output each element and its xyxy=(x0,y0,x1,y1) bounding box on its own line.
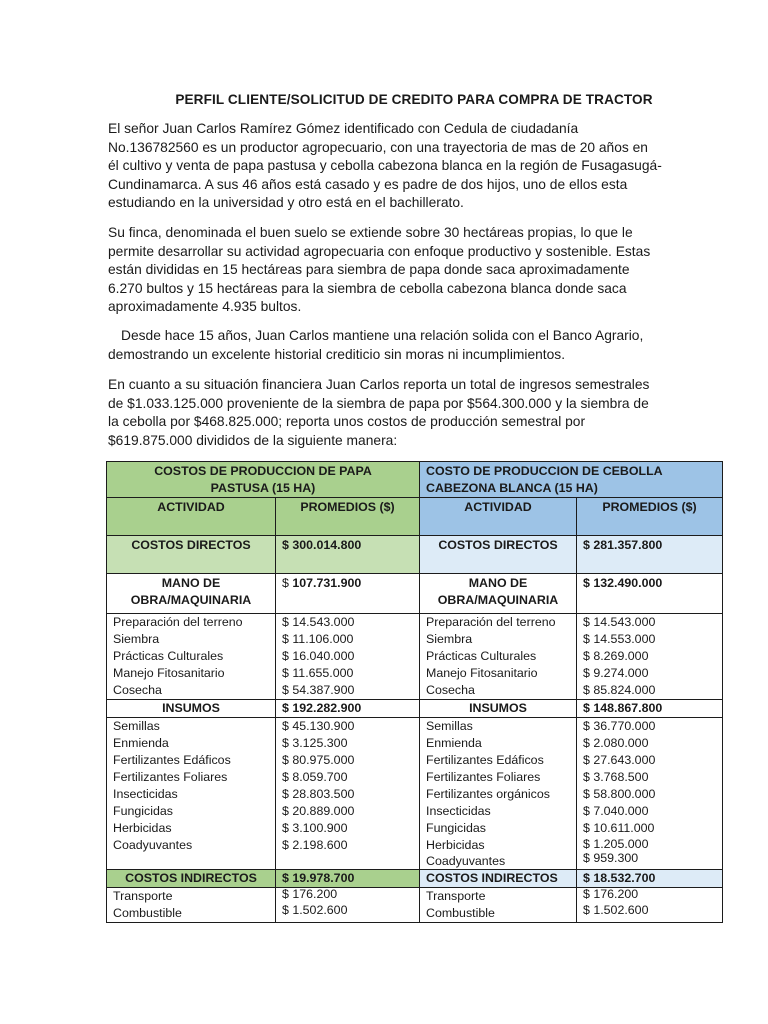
list-value: $ 20.889.000 xyxy=(282,804,355,818)
text-line: En cuanto a su situación financiera Juan Carlos reporta un total de ingresos semestrales xyxy=(108,377,650,392)
papa-inputs-value: $ 192.282.900 xyxy=(276,700,420,718)
list-value: $ 16.040.000 xyxy=(282,649,355,663)
list-item: Manejo Fitosanitario xyxy=(113,666,225,680)
table-row-indirect-costs xyxy=(107,870,723,888)
text-line: Su finca, denominada el buen suelo se extiende sobre 30 hectáreas propias, lo que le xyxy=(108,225,633,240)
cebolla-inputs-values xyxy=(577,718,723,870)
papa-labor-items xyxy=(107,614,276,700)
cebolla-inputs-label: INSUMOS xyxy=(420,700,577,718)
list-value: $ 80.975.000 xyxy=(282,753,355,767)
papa-indirect-value: $ 19.978.700 xyxy=(276,870,420,888)
list-value: $ 28.803.500 xyxy=(282,787,355,801)
cebolla-direct-value: $ 281.357.800 xyxy=(577,536,723,574)
text-line: No.136782560 es un productor agropecuario, con una trayectoria de mas de 20 años en xyxy=(108,139,648,155)
table-row-labor xyxy=(107,574,723,614)
list-item: Coadyuvantes xyxy=(113,838,193,852)
papa-direct-label: COSTOS DIRECTOS xyxy=(107,536,276,574)
list-value: $ 8.269.000 xyxy=(583,649,649,663)
list-item: Fertilizantes orgánicos xyxy=(426,787,550,801)
list-item: Fertilizantes Edáficos xyxy=(426,753,544,767)
text-line: 6.270 bultos y 15 hectáreas para la siembra de cebolla cabezona blanca donde saca xyxy=(108,280,627,296)
list-value: $ 85.824.000 xyxy=(583,683,656,697)
list-item: Insecticidas xyxy=(113,787,178,801)
list-item: Semillas xyxy=(113,719,160,733)
list-item: Cosecha xyxy=(113,683,162,697)
papa-col-activity: ACTIVIDAD xyxy=(107,498,276,536)
text-line: demostrando un excelente historial crediticio sin moras ni incumplimientos. xyxy=(108,346,566,362)
list-value: $ 3.125.300 xyxy=(282,736,348,750)
table-columns-row xyxy=(107,498,723,536)
list-item: Prácticas Culturales xyxy=(426,649,537,663)
list-value: $ 9.274.000 xyxy=(583,666,649,680)
list-item: Enmienda xyxy=(113,736,169,750)
list-value: $ 3.100.900 xyxy=(282,821,348,835)
list-item: Fungicidas xyxy=(113,804,173,818)
list-item: Cosecha xyxy=(426,683,475,697)
list-value: $ 176.200 xyxy=(583,887,639,901)
list-item: Preparación del terreno xyxy=(113,615,243,629)
paragraph-client-profile xyxy=(108,120,668,213)
papa-labor-values xyxy=(276,614,420,700)
list-item: Combustible xyxy=(426,906,495,920)
list-value: $ 14.543.000 xyxy=(282,615,355,629)
text-line: $619.875.000 divididos de la siguiente manera: xyxy=(108,432,398,448)
list-item: Enmienda xyxy=(426,736,482,750)
table-header-row xyxy=(107,462,723,498)
list-item: Prácticas Culturales xyxy=(113,649,224,663)
cebolla-indirect-label: COSTOS INDIRECTOS xyxy=(420,870,577,888)
papa-indirect-items xyxy=(107,888,276,923)
cebolla-header: COSTO DE PRODUCCION DE CEBOLLA CABEZONA BLANCA (15 HA) xyxy=(420,462,723,498)
papa-labor-value: $ 107.731.900 xyxy=(276,574,420,614)
papa-inputs-label: INSUMOS xyxy=(107,700,276,718)
list-value: $ 7.040.000 xyxy=(583,804,649,818)
table-row-direct-costs xyxy=(107,536,723,574)
text-line: están divididas en 15 hectáreas para siembra de papa donde saca aproximadamente xyxy=(108,262,630,278)
list-value: $ 11.655.000 xyxy=(282,666,354,680)
papa-col-average: PROMEDIOS ($) xyxy=(276,498,420,536)
paragraph-farm xyxy=(108,224,668,317)
papa-inputs-items xyxy=(107,718,276,870)
cebolla-inputs-items xyxy=(420,718,577,870)
list-value: $ 176.200 xyxy=(282,887,338,901)
list-value: $ 1.205.000 xyxy=(583,837,649,851)
list-item: Insecticidas xyxy=(426,804,491,818)
cebolla-col-activity: ACTIVIDAD xyxy=(420,498,577,536)
paragraph-financial-situation xyxy=(108,376,668,450)
cebolla-labor-label: MANO DE OBRA/MAQUINARIA xyxy=(420,574,577,614)
list-value: $ 8.059.700 xyxy=(282,770,348,784)
list-item: Fungicidas xyxy=(426,821,486,835)
cebolla-indirect-values xyxy=(577,888,723,923)
table-row-indirect-items xyxy=(107,888,723,923)
table-row-labor-items xyxy=(107,614,723,700)
list-item: Preparación del terreno xyxy=(426,615,556,629)
list-value: $ 2.080.000 xyxy=(583,736,649,750)
list-item: Fertilizantes Foliares xyxy=(113,770,228,784)
cebolla-inputs-value: $ 148.867.800 xyxy=(577,700,723,718)
list-item: Combustible xyxy=(113,906,182,920)
paragraph-bank-history xyxy=(108,327,668,364)
papa-indirect-label: COSTOS INDIRECTOS xyxy=(107,870,276,888)
list-value: $ 14.543.000 xyxy=(583,615,656,629)
list-item: Fertilizantes Foliares xyxy=(426,770,541,784)
list-value: $ 2.198.600 xyxy=(282,838,348,852)
text-line: El señor Juan Carlos Ramírez Gómez identificado con Cedula de ciudadanía xyxy=(108,121,579,136)
list-item: Fertilizantes Edáficos xyxy=(113,753,231,767)
list-item: Semillas xyxy=(426,719,473,733)
list-value: $ 1.502.600 xyxy=(282,903,348,917)
text-line: aproximadamente 4.935 bultos. xyxy=(108,299,302,315)
list-item: Coadyuvantes xyxy=(426,854,506,868)
papa-direct-value: $ 300.014.800 xyxy=(276,536,420,574)
list-value: $ 959.300 xyxy=(583,851,639,865)
cebolla-direct-label: COSTOS DIRECTOS xyxy=(420,536,577,574)
list-item: Siembra xyxy=(113,632,160,646)
list-value: $ 54.387.900 xyxy=(282,683,355,697)
cebolla-indirect-value: $ 18.532.700 xyxy=(577,870,723,888)
list-item: Transporte xyxy=(113,889,173,903)
production-costs-table xyxy=(106,461,723,923)
table-row-inputs xyxy=(107,700,723,718)
text-line: estudiando en la universidad y otro está en el bachillerato. xyxy=(108,195,464,211)
papa-inputs-values xyxy=(276,718,420,870)
list-value: $ 10.611.000 xyxy=(583,821,655,835)
table-row-inputs-items xyxy=(107,718,723,870)
cebolla-col-average: PROMEDIOS ($) xyxy=(577,498,723,536)
list-item: Herbicidas xyxy=(426,838,485,852)
cebolla-indirect-items xyxy=(420,888,577,923)
list-item: Siembra xyxy=(426,632,473,646)
papa-header: COSTOS DE PRODUCCION DE PAPA PASTUSA (15 HA) xyxy=(107,462,420,498)
list-item: Manejo Fitosanitario xyxy=(426,666,538,680)
text-line: de $1.033.125.000 proveniente de la siembra de papa por $564.300.000 y la siembra de xyxy=(108,395,649,411)
list-item: Transporte xyxy=(426,889,486,903)
list-value: $ 3.768.500 xyxy=(583,770,649,784)
list-value: $ 36.770.000 xyxy=(583,719,656,733)
cebolla-labor-value: $ 132.490.000 xyxy=(577,574,723,614)
list-item: Herbicidas xyxy=(113,821,172,835)
list-value: $ 14.553.000 xyxy=(583,632,656,646)
papa-indirect-values xyxy=(276,888,420,923)
papa-labor-label: MANO DE OBRA/MAQUINARIA xyxy=(107,574,276,614)
list-value: $ 45.130.900 xyxy=(282,719,355,733)
list-value: $ 11.106.000 xyxy=(282,632,354,646)
text-line: la cebolla por $468.825.000; reporta unos costos de producción semestral por xyxy=(108,414,586,430)
list-value: $ 27.643.000 xyxy=(583,753,656,767)
text-line: Desde hace 15 años, Juan Carlos mantiene una relación solida con el Banco Agrario, xyxy=(121,328,644,343)
cebolla-labor-items xyxy=(420,614,577,700)
text-line: permite desarrollar su actividad agropecuaria con enfoque productivo y sostenible. Estas xyxy=(108,243,651,259)
list-value: $ 58.800.000 xyxy=(583,787,656,801)
list-value: $ 1.502.600 xyxy=(583,903,649,917)
cebolla-labor-values xyxy=(577,614,723,700)
text-line: Cundinamarca. A sus 46 años está casado y es padre de dos hijos, uno de ellos esta xyxy=(108,176,628,192)
document-title: PERFIL CLIENTE/SOLICITUD DE CREDITO PARA COMPRA DE TRACTOR xyxy=(175,92,653,107)
text-line: él cultivo y venta de papa pastusa y cebolla cabezona blanca en la región de Fusagasugá- xyxy=(108,158,662,174)
